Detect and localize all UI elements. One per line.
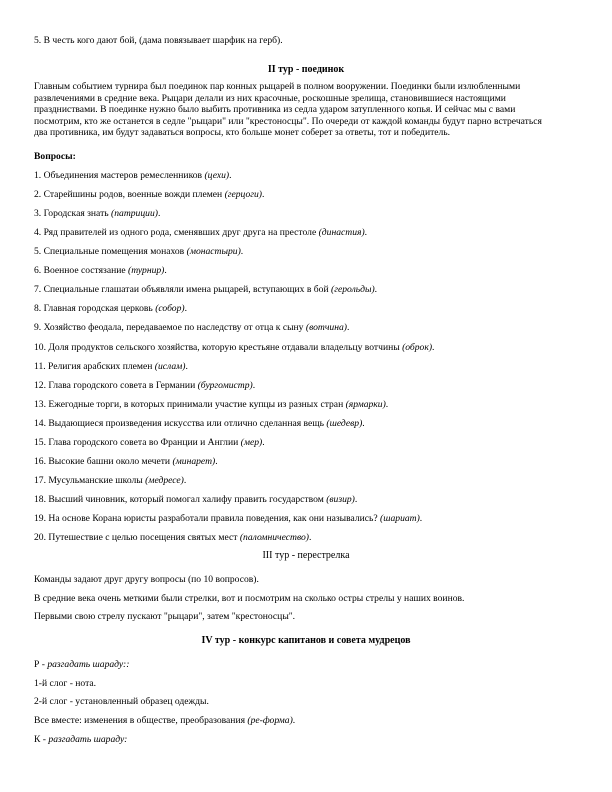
question-end: . xyxy=(354,493,358,505)
question-end: . xyxy=(157,208,161,220)
question-text: 10. Доля продуктов сельского хозяйства, которую крестьяне отдавали владельцу вотчины xyxy=(34,341,403,353)
question-answer: (ислам) xyxy=(154,360,186,372)
round-4-heading: IV тур - конкурс капитанов и совета мудрецов xyxy=(201,635,411,646)
question-text: 5. Специальные помещения монахов xyxy=(34,246,187,258)
round-3-line-3: Первыми свою стрелу пускают "рыцари", затем "крестоносцы". xyxy=(34,611,296,622)
question-line xyxy=(34,532,311,543)
question-text: 11. Религия арабских племен xyxy=(34,360,155,372)
task-r-line xyxy=(34,659,129,670)
question-end: . xyxy=(362,417,365,429)
question-answer: (шариат) xyxy=(380,512,420,524)
question-line xyxy=(34,494,357,505)
question-line xyxy=(34,246,243,257)
question-end: . xyxy=(215,455,218,467)
question-end: . xyxy=(262,189,265,201)
question-end: . xyxy=(308,532,312,543)
question-answer: (герольды) xyxy=(331,284,375,296)
question-end: . xyxy=(364,227,368,239)
questions-label: Вопросы: xyxy=(34,151,76,162)
question-answer: (бургомистр) xyxy=(197,379,253,391)
round-3-heading: III тур - перестрелка xyxy=(262,550,350,561)
together-answer: (ре-форма) xyxy=(247,715,293,726)
question-answer: (патриции) xyxy=(111,208,158,220)
task-k-label: К - xyxy=(34,734,49,745)
task-k-line xyxy=(34,734,127,745)
question-end: . xyxy=(252,379,256,391)
question-answer: (медресе) xyxy=(145,474,184,486)
round-3-line-2: В средние века очень меткими были стрелки, вот и посмотрим на сколько остры стрелы у наших воинов. xyxy=(34,593,465,604)
question-answer: (династия) xyxy=(318,227,365,239)
question-answer: (цехи) xyxy=(204,170,230,181)
question-line xyxy=(34,303,187,314)
question-line xyxy=(34,380,255,391)
question-end: . xyxy=(164,265,167,277)
question-answer: (минарет) xyxy=(172,455,216,467)
intro-line-5: два противника, им будут задаваться вопросы, кто больше монет соберет за ответы, тот и победитель. xyxy=(34,127,451,138)
question-text: 6. Военное состязание xyxy=(34,265,129,277)
question-answer: (собор) xyxy=(155,303,185,315)
syllable-1-line: 1-й слог - нота. xyxy=(34,678,97,689)
question-line xyxy=(34,342,434,353)
task-r-label: Р - xyxy=(34,659,48,670)
question-end: . xyxy=(240,246,244,258)
question-text: 16. Высокие башни около мечети xyxy=(34,455,173,467)
round-2-heading: II тур - поединок xyxy=(267,64,345,75)
question-answer: (шедевр) xyxy=(326,417,363,429)
together-text: Все вместе: изменения в обществе, преобразования xyxy=(34,715,248,726)
question-answer: (монастыри) xyxy=(186,246,241,258)
question-text: 19. На основе Корана юристы разработали правила поведения, как они назывались? xyxy=(34,512,381,524)
question-answer: (паломничество) xyxy=(239,532,309,543)
question-text: 4. Ряд правителей из одного рода, сменявших друг друга на престоле xyxy=(34,227,319,239)
question-line xyxy=(34,437,265,448)
question-line xyxy=(34,513,422,524)
question-text: 7. Специальные глашатаи объявляли имена рыцарей, вступающих в бой xyxy=(34,284,332,296)
question-line xyxy=(34,418,365,429)
question-line xyxy=(34,361,188,372)
question-line xyxy=(34,456,218,467)
task-r-text: разгадать шараду:: xyxy=(47,659,130,670)
task-k-text: разгадать шараду: xyxy=(48,734,128,745)
question-text: 3. Городская знать xyxy=(34,208,112,220)
question-answer: (мер) xyxy=(240,436,263,448)
question-end: . xyxy=(229,170,232,181)
question-line xyxy=(34,265,167,276)
question-end: . xyxy=(385,398,389,410)
together-end: . xyxy=(292,715,296,726)
intro-line-4: посмотрим, кто же останется в седле "рыцари" или "крестоносцы". По очереди от каждой команды будут парно встречаться xyxy=(34,115,542,127)
question-text: 12. Глава городского совета в Германии xyxy=(34,379,198,391)
intro-line-3: праздниствами. В поединке нужно было выбить противника из седла ударом затупленного копья. И сейчас мы с вами xyxy=(34,104,516,115)
question-text: 14. Выдающиеся произведения искусства или отлично сделанная вещь xyxy=(34,417,327,429)
round-3-line-1: Команды задают друг другу вопросы (по 10 вопросов). xyxy=(34,574,259,585)
together-line xyxy=(34,715,295,726)
question-text: 2. Старейшины родов, военные вожди племен xyxy=(34,189,225,201)
question-end: . xyxy=(184,303,187,315)
question-line xyxy=(34,170,232,181)
syllable-2-line: 2-й слог - установленный образец одежды. xyxy=(34,696,209,707)
intro-line-2: развлечениями в средние века. Рыцари делали из них красочные, роскошные зрелища, становившиеся настоящими xyxy=(34,92,506,104)
question-text: 17. Мусульманские школы xyxy=(34,474,146,486)
question-text: 15. Глава городского совета во Франции и Англии xyxy=(34,436,241,448)
question-answer: (ярмарки) xyxy=(345,398,386,410)
question-end: . xyxy=(262,436,265,448)
question-line xyxy=(34,475,186,486)
question-answer: (визир) xyxy=(326,493,355,505)
question-line xyxy=(34,399,388,410)
question-text: 8. Главная городская церковь xyxy=(34,303,156,315)
question-end: . xyxy=(374,284,378,296)
question-line xyxy=(34,227,367,238)
question-end: . xyxy=(432,341,435,353)
question-end: . xyxy=(185,360,188,372)
question-answer: (оброк) xyxy=(402,341,433,353)
intro-line-1: Главным событием турнира был поединок пар конных рыцарей в полном вооружении. Поединки были излюбленными xyxy=(34,81,521,92)
question-text: 9. Хозяйство феодала, передаваемое по наследству от отца к сыну xyxy=(34,322,306,334)
question-line xyxy=(34,322,349,333)
question-line xyxy=(34,284,377,295)
question-answer: (герцоги) xyxy=(224,189,263,201)
question-5-line: 5. В честь кого дают бой, (дама повязывает шарфик на герб). xyxy=(34,35,283,46)
question-line xyxy=(34,189,264,200)
question-answer: (турнир) xyxy=(128,265,165,277)
question-text: 13. Ежегодные торги, в которых принимали участие купцы из разных стран xyxy=(34,398,346,410)
question-end: . xyxy=(183,474,187,486)
question-text: 18. Высший чиновник, который помогал халифу править государством xyxy=(34,493,327,505)
question-text: 1. Объединения мастеров ремесленников xyxy=(34,170,205,181)
question-line xyxy=(34,208,160,219)
question-end: . xyxy=(419,512,423,524)
question-answer: (вотчина) xyxy=(305,322,347,334)
question-end: . xyxy=(346,322,350,334)
question-text: 20. Путешествие с целью посещения святых мест xyxy=(34,532,240,543)
